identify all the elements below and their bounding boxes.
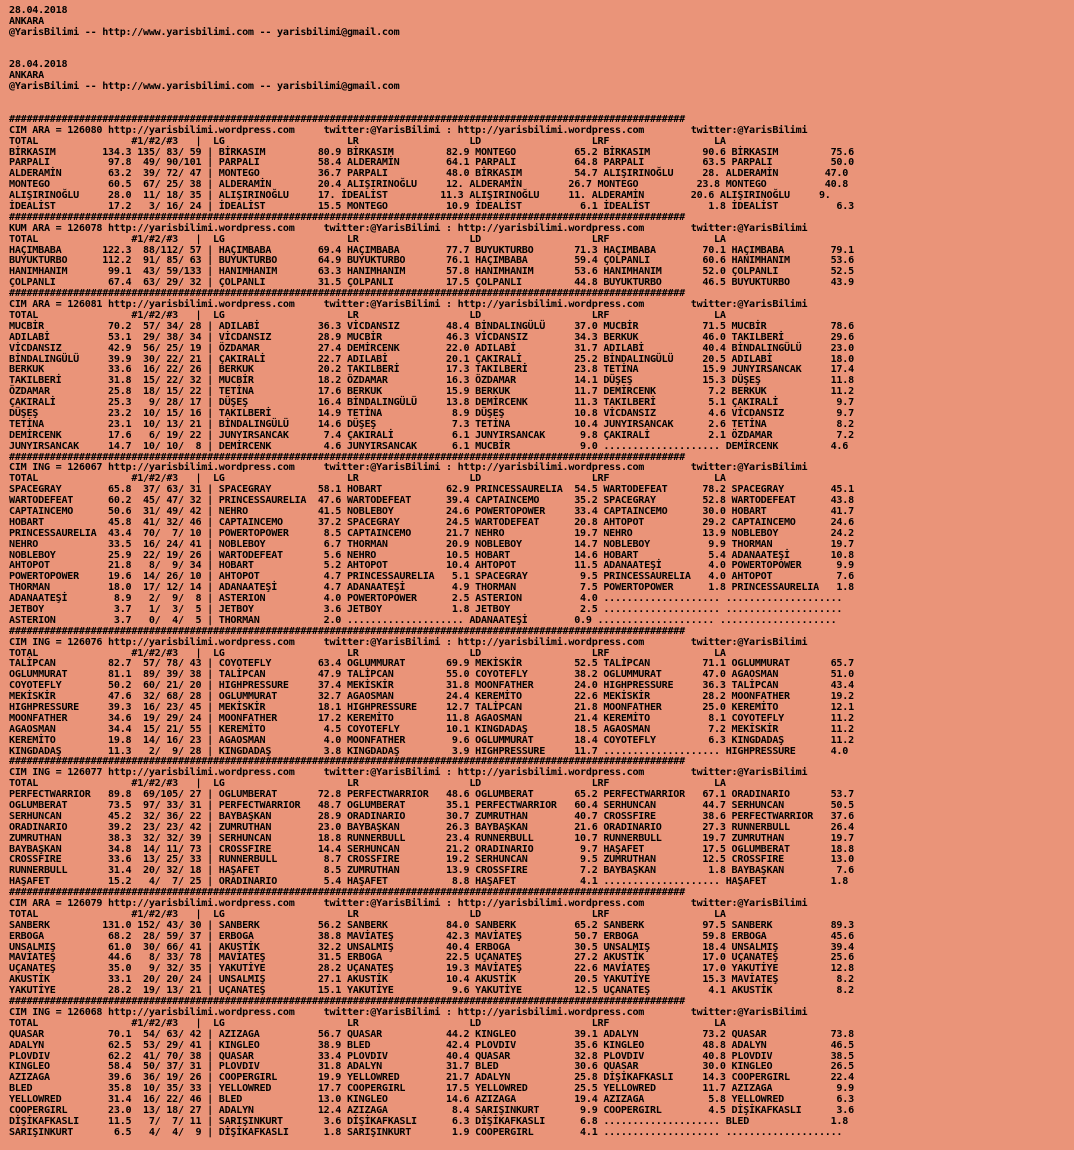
separator-line: #################################################################################################################### <box>9 451 685 463</box>
table-row: RUNNERBULL 31.4 20/ 32/ 18 | HAŞAFET 8.5 ZUMRUTHAN 13.9 CROSSFIRE 7.2 BAYBAŞKAN 1.8 BAYBAŞKAN 7.6 <box>9 865 854 877</box>
table-row: CROSSFIRE 33.6 13/ 25/ 33 | RUNNERBULL 8.7 CROSSFIRE 19.2 SERHUNCAN 9.5 ZUMRUTHAN 12.5 CROSSFIRE 13.0 <box>9 854 854 866</box>
separator-line: #################################################################################################################### <box>9 288 685 300</box>
table-row: KEREMİTO 19.8 14/ 16/ 23 | AGAOSMAN 4.0 MOONFATHER 9.6 OGLUMMURAT 18.4 COYOTEFLY 6.3 KINGDADAŞ 11.2 <box>9 734 854 746</box>
table-row: HIGHPRESSURE 39.3 16/ 23/ 45 | MEKİSKİR 18.1 HIGHPRESSURE 12.7 TALİPCAN 21.8 MOONFATHER 25.0 KEREMİTO 12.1 <box>9 702 854 713</box>
table-row: DEMİRCENK 17.6 6/ 19/ 22 | JUNYIRSANCAK 7.4 ÇAKIRALİ 6.1 JUNYIRSANCAK 9.8 ÇAKIRALİ 2.1 ÖZDAMAR 7.2 <box>9 429 854 441</box>
column-header: TOTAL #1/#2/#3 | LG LR LD LRF LA <box>9 233 726 245</box>
table-row: WARTODEFEAT 60.2 45/ 47/ 32 | PRINCESSAURELIA 47.6 WARTODEFEAT 39.4 CAPTAINCEMO 35.2 SPACEGRAY 52.8 WARTODEFEAT 43.8 <box>9 495 854 507</box>
table-row: SERHUNCAN 45.2 32/ 36/ 22 | BAYBAŞKAN 28.9 ORADINARIO 30.7 ZUMRUTHAN 40.7 CROSSFIRE 38.6 PERFECTWARRIOR 37.6 <box>9 810 854 822</box>
table-row: OGLUMBERAT 73.5 97/ 33/ 31 | PERFECTWARRIOR 48.7 OGLUMBERAT 35.1 PERFECTWARRIOR 60.4 SERHUNCAN 44.7 SERHUNCAN 50.5 <box>9 800 854 812</box>
race-header: CIM ING = 126077 http://yarisbilimi.wordpress.com twitter:@YarisBilimi : http://yarisbilimi.wordpress.com twitter:@YarisBilimi <box>9 767 808 779</box>
table-row: SANBERK 131.0 152/ 43/ 30 | SANBERK 56.2 SANBERK 84.0 SANBERK 65.2 SANBERK 97.5 SANBERK 89.3 <box>9 919 854 931</box>
table-row: BİNDALINGÜLÜ 39.9 30/ 22/ 21 | ÇAKIRALİ 22.7 ADILABİ 20.1 ÇAKIRALİ 25.2 BİNDALINGÜLÜ 20.5 ADILABİ 18.0 <box>9 353 854 365</box>
table-row: BERKUK 33.6 16/ 22/ 26 | BERKUK 20.2 TAKILBERİ 17.3 TAKILBERİ 23.8 TETİNA 15.9 JUNYIRSANCAK 17.4 <box>9 364 854 376</box>
table-row: THORMAN 18.0 17/ 12/ 14 | ADANAATEŞİ 4.7 ADANAATEŞİ 4.9 THORMAN 7.5 POWERTOPOWER 1.8 PRINCESSAURELIA 1.8 <box>9 582 854 594</box>
table-row: HAÇIMBABA 122.3 88/112/ 57 | HAÇIMBABA 69.4 HAÇIMBABA 77.7 BUYUKTURBO 71.3 HAÇIMBABA 70.1 HAÇIMBABA 79.1 <box>9 244 854 256</box>
table-row: ADALYN 62.5 53/ 29/ 41 | KINGLEO 38.9 BLED 42.4 PLOVDIV 35.6 KINGLEO 48.8 ADALYN 46.5 <box>9 1039 854 1051</box>
table-row: OGLUMMURAT 81.1 89/ 39/ 38 | TALİPCAN 47.9 TALİPCAN 55.0 COYOTEFLY 38.2 OGLUMMURAT 47.0 AGAOSMAN 51.0 <box>9 669 854 681</box>
table-row: BLED 35.8 10/ 35/ 33 | YELLOWRED 17.7 COOPERGIRL 17.5 YELLOWRED 25.5 YELLOWRED 11.7 AZIZAGA 9.9 <box>9 1083 854 1095</box>
column-header: TOTAL #1/#2/#3 | LG LR LD LRF LA <box>9 778 726 790</box>
table-row: TAKILBERİ 31.8 15/ 22/ 32 | MUCBİR 18.2 ÖZDAMAR 16.3 ÖZDAMAR 14.1 DÜŞEŞ 15.3 DÜŞEŞ 11.8 <box>9 375 854 387</box>
table-row: YELLOWRED 31.4 16/ 22/ 46 | BLED 13.0 KINGLEO 14.6 AZIZAGA 19.4 AZIZAGA 5.8 YELLOWRED 6.3 <box>9 1094 854 1106</box>
separator-line: #################################################################################################################### <box>9 625 685 637</box>
table-row: ALDERAMİN 63.2 39/ 72/ 47 | MONTEGO 36.7 PARPALI 48.0 BİRKASIM 54.7 ALIŞIRINOĞLU 28. ALDERAMİN 47.0 <box>9 168 849 180</box>
blank-line <box>9 39 1074 50</box>
table-row: ERBOGA 68.2 28/ 59/ 37 | ERBOGA 38.8 MAVİATEŞ 42.3 MAVİATEŞ 50.7 ERBOGA 59.8 ERBOGA 45.6 <box>9 930 854 942</box>
race-header: CIM ING = 126067 http://yarisbilimi.wordpress.com twitter:@YarisBilimi : http://yarisbilimi.wordpress.com twitter:@YarisBilimi <box>9 462 808 474</box>
table-row: CAPTAINCEMO 50.6 31/ 49/ 42 | NEHRO 41.5 NOBLEBOY 24.6 POWERTOPOWER 33.4 CAPTAINCEMO 30.0 HOBART 41.7 <box>9 505 854 517</box>
table-row: PERFECTWARRIOR 89.8 69/105/ 27 | OGLUMBERAT 72.8 PERFECTWARRIOR 48.6 OGLUMBERAT 65.2 PERFECTWARRIOR 67.1 ORADINARIO 53.7 <box>9 789 854 801</box>
race-header: CIM ING = 126068 http://yarisbilimi.wordpress.com twitter:@YarisBilimi : http://yarisbilimi.wordpress.com twitter:@YarisBilimi <box>9 1006 808 1018</box>
table-row: TALİPCAN 82.7 57/ 78/ 43 | COYOTEFLY 63.4 OGLUMMURAT 69.9 MEKİSKİR 52.5 TALİPCAN 71.1 OGLUMMURAT 65.7 <box>9 658 854 670</box>
race-tables <box>9 115 1074 1139</box>
race-header: CIM ARA = 126079 http://yarisbilimi.wordpress.com twitter:@YarisBilimi : http://yarisbilimi.wordpress.com twitter:@YarisBilimi <box>9 898 808 910</box>
table-row: BAYBAŞKAN 34.8 14/ 11/ 73 | CROSSFIRE 14.4 SERHUNCAN 21.2 ORADINARIO 9.7 HAŞAFET 17.5 OGLUMBERAT 18.8 <box>9 843 854 855</box>
table-row: AHTOPOT 21.8 8/ 9/ 34 | HOBART 5.2 AHTOPOT 10.4 AHTOPOT 11.5 ADANAATEŞİ 4.0 POWERTOPOWER 9.9 <box>9 560 854 572</box>
table-row: QUASAR 70.1 54/ 63/ 42 | AZIZAGA 56.7 QUASAR 44.2 KINGLEO 39.1 ADALYN 73.2 QUASAR 73.8 <box>9 1028 854 1040</box>
table-row: ADILABİ 53.1 29/ 38/ 34 | VİCDANSIZ 28.9 MUCBİR 46.3 VİCDANSIZ 34.3 BERKUK 46.0 TAKILBERİ 29.6 <box>9 331 854 343</box>
blank-line <box>9 50 1074 61</box>
table-row: PARPALI 97.8 49/ 90/101 | PARPALI 58.4 ALDERAMİN 64.1 PARPALI 64.8 PARPALI 63.5 PARPALI 50.0 <box>9 157 854 169</box>
table-row: HANIMHANIM 99.1 43/ 59/133 | HANIMHANIM 63.3 HANIMHANIM 57.8 HANIMHANIM 53.6 HANIMHANIM 52.0 ÇOLPANLI 52.5 <box>9 266 854 278</box>
table-row: SARIŞINKURT 6.5 4/ 4/ 9 | DİŞİKAFKASLI 1.8 SARIŞINKURT 1.9 COOPERGIRL 4.1 .................... .................... <box>9 1126 843 1138</box>
separator-line: #################################################################################################################### <box>9 887 685 899</box>
race-header: CIM ARA = 126080 http://yarisbilimi.wordpress.com twitter:@YarisBilimi : http://yarisbilimi.wordpress.com twitter:@YarisBilimi <box>9 124 808 136</box>
header-date: 28.04.2018 <box>9 59 68 71</box>
separator-line: #################################################################################################################### <box>9 211 685 223</box>
table-row: MOONFATHER 34.6 19/ 29/ 24 | MOONFATHER 17.2 KEREMİTO 11.8 AGAOSMAN 21.4 KEREMİTO 8.1 COYOTEFLY 11.2 <box>9 712 854 724</box>
table-row: NOBLEBOY 25.9 22/ 19/ 26 | WARTODEFEAT 5.6 NEHRO 10.5 HOBART 14.6 HOBART 5.4 ADANAATEŞİ 10.8 <box>9 549 854 561</box>
blank-line <box>9 93 1074 104</box>
table-row: MAVİATEŞ 44.6 8/ 33/ 78 | MAVİATEŞ 31.5 ERBOGA 22.5 UÇANATEŞ 27.2 AKUSTİK 17.0 UÇANATEŞ 25.6 <box>9 952 854 964</box>
table-row: MUCBİR 70.2 57/ 34/ 28 | ADILABİ 36.3 VİCDANSIZ 48.4 BİNDALINGÜLÜ 37.0 MUCBİR 71.5 MUCBİR 78.6 <box>9 320 854 332</box>
column-header: TOTAL #1/#2/#3 | LG LR LD LRF LA <box>9 908 726 920</box>
table-row: JUNYIRSANCAK 14.7 10/ 10/ 8 | DEMİRCENK 4.6 JUNYIRSANCAK 6.1 MUCBİR 9.0 .................... DEMİRCENK 4.6 <box>9 440 849 452</box>
table-row: JETBOY 3.7 1/ 3/ 5 | JETBOY 3.6 JETBOY 1.8 JETBOY 2.5 .................... .................... <box>9 603 843 615</box>
table-row: KINGDADAŞ 11.3 2/ 9/ 28 | KINGDADAŞ 3.8 KINGDADAŞ 3.9 HIGHPRESSURE 11.7 .................... HIGHPRESSURE 4.0 <box>9 745 849 757</box>
table-row: HAŞAFET 15.2 4/ 7/ 25 | ORADINARIO 5.4 HAŞAFET 8.8 HAŞAFET 4.1 .................... HAŞAFET 1.8 <box>9 876 849 888</box>
column-header: TOTAL #1/#2/#3 | LG LR LD LRF LA <box>9 473 726 485</box>
table-row: POWERTOPOWER 19.6 14/ 26/ 10 | AHTOPOT 4.7 PRINCESSAURELIA 5.1 SPACEGRAY 9.5 PRINCESSAURELIA 4.0 AHTOPOT 7.6 <box>9 571 854 583</box>
column-header: TOTAL #1/#2/#3 | LG LR LD LRF LA <box>9 647 726 659</box>
table-row: COYOTEFLY 50.2 60/ 21/ 20 | HIGHPRESSURE 37.4 MEKİSKİR 31.8 MOONFATHER 24.0 HIGHPRESSURE 36.3 TALİPCAN 43.4 <box>9 680 854 692</box>
race-header: KUM ARA = 126078 http://yarisbilimi.wordpress.com twitter:@YarisBilimi : http://yarisbilimi.wordpress.com twitter:@YarisBilimi <box>9 222 808 234</box>
column-header: TOTAL #1/#2/#3 | LG LR LD LRF LA <box>9 1017 726 1029</box>
table-row: UÇANATEŞ 35.0 9/ 32/ 35 | YAKUTİYE 28.2 UÇANATEŞ 19.3 MAVİATEŞ 22.6 MAVİATEŞ 17.0 YAKUTİYE 12.8 <box>9 963 854 975</box>
race-header: CIM ARA = 126081 http://yarisbilimi.wordpress.com twitter:@YarisBilimi : http://yarisbilimi.wordpress.com twitter:@YarisBilimi <box>9 299 808 311</box>
table-row: MONTEGO 60.5 67/ 25/ 38 | ALDERAMİN 20.4 ALIŞIRINOĞLU 12. ALDERAMİN 26.7 MONTEGO 23.8 MONTEGO 40.8 <box>9 179 849 191</box>
table-row: YAKUTİYE 28.2 19/ 13/ 21 | UÇANATEŞ 15.1 YAKUTİYE 9.6 YAKUTİYE 12.5 UÇANATEŞ 4.1 AKUSTİK 8.2 <box>9 985 854 997</box>
table-row: ÇAKIRALİ 25.3 9/ 28/ 17 | DÜŞEŞ 16.4 BİNDALINGÜLÜ 13.8 DEMİRCENK 11.3 TAKILBERİ 5.1 ÇAKIRALİ 9.7 <box>9 397 854 409</box>
separator-line: #################################################################################################################### <box>9 113 685 125</box>
header-contact: @YarisBilimi -- http://www.yarisbilimi.com -- yarisbilimi@gmail.com <box>9 81 400 93</box>
table-row: ASTERION 3.7 0/ 4/ 5 | THORMAN 2.0 .................... ADANAATEŞİ 0.9 .................... .................... <box>9 614 837 626</box>
table-row: NEHRO 33.5 16/ 24/ 41 | NOBLEBOY 6.7 THORMAN 20.9 NOBLEBOY 14.7 NOBLEBOY 9.9 THORMAN 19.7 <box>9 538 854 550</box>
table-row: HOBART 45.8 41/ 32/ 46 | CAPTAINCEMO 37.2 SPACEGRAY 24.5 WARTODEFEAT 20.8 AHTOPOT 29.2 CAPTAINCEMO 24.6 <box>9 516 854 528</box>
race-header: CIM ING = 126076 http://yarisbilimi.wordpress.com twitter:@YarisBilimi : http://yarisbilimi.wordpress.com twitter:@YarisBilimi <box>9 636 808 648</box>
table-row: KINGLEO 58.4 50/ 37/ 31 | PLOVDIV 31.8 ADALYN 31.7 BLED 30.6 QUASAR 30.0 KINGLEO 26.5 <box>9 1061 854 1073</box>
header-city: ANKARA <box>9 70 44 82</box>
header-contact: @YarisBilimi -- http://www.yarisbilimi.com -- yarisbilimi@gmail.com <box>9 26 400 38</box>
table-row: AGAOSMAN 34.4 15/ 21/ 55 | KEREMİTO 4.5 COYOTEFLY 10.1 KINGDADAŞ 18.5 AGAOSMAN 7.2 MEKİSKİR 11.2 <box>9 723 854 735</box>
table-row: İDEALİST 17.2 3/ 16/ 24 | İDEALİST 15.5 MONTEGO 10.9 İDEALİST 6.1 İDEALİST 1.8 İDEALİST 6.3 <box>9 201 854 213</box>
separator-line: #################################################################################################################### <box>9 996 685 1008</box>
table-row: ÇOLPANLI 67.4 63/ 29/ 32 | ÇOLPANLI 31.5 ÇOLPANLI 17.5 ÇOLPANLI 44.8 BUYUKTURBO 46.5 BUYUKTURBO 43.9 <box>9 277 854 289</box>
table-row: AZIZAGA 39.6 36/ 19/ 26 | COOPERGIRL 19.9 YELLOWRED 21.7 ADALYN 25.8 DİŞİKAFKASLI 14.3 COOPERGIRL 22.4 <box>9 1072 854 1084</box>
header-date: 28.04.2018 <box>9 5 68 16</box>
table-row: PLOVDIV 62.2 41/ 70/ 38 | QUASAR 33.4 PLOVDIV 40.4 QUASAR 32.8 PLOVDIV 40.8 PLOVDIV 38.5 <box>9 1050 854 1062</box>
table-row: UNSALMIŞ 61.0 30/ 66/ 41 | AKUSTİK 32.2 UNSALMIŞ 40.4 ERBOGA 30.5 UNSALMIŞ 18.4 UNSALMIŞ 39.4 <box>9 941 854 953</box>
table-row: ALIŞIRINOĞLU 28.0 11/ 18/ 35 | ALIŞIRINOĞLU 17. İDEALİST 11.3 ALIŞIRINOĞLU 11. ALDERAMİN 20.6 ALIŞIRINOĞLU 9. <box>9 190 831 202</box>
table-row: TETİNA 23.1 10/ 13/ 21 | BİNDALINGÜLÜ 14.6 DÜŞEŞ 7.3 TETİNA 10.4 JUNYIRSANCAK 2.6 TETİNA 8.2 <box>9 418 854 430</box>
table-row: ORADINARIO 39.2 23/ 23/ 42 | ZUMRUTHAN 23.0 BAYBAŞKAN 26.3 BAYBAŞKAN 21.6 ORADINARIO 27.3 RUNNERBULL 26.4 <box>9 821 854 833</box>
table-row: BUYUKTURBO 112.2 91/ 85/ 63 | BUYUKTURBO 64.9 BUYUKTURBO 76.1 HAÇIMBABA 59.4 ÇOLPANLI 60.6 HANIMHANIM 53.6 <box>9 255 854 267</box>
table-row: VİCDANSIZ 42.9 56/ 25/ 19 | ÖZDAMAR 27.4 DEMİRCENK 22.0 ADILABİ 31.7 ADILABİ 40.4 BİNDALINGÜLÜ 23.0 <box>9 342 854 354</box>
table-row: MEKİSKİR 47.6 32/ 68/ 28 | OGLUMMURAT 32.7 AGAOSMAN 24.4 KEREMİTO 22.6 MEKİSKİR 28.2 MOONFATHER 19.2 <box>9 691 854 703</box>
column-header: TOTAL #1/#2/#3 | LG LR LD LRF LA <box>9 309 726 321</box>
table-row: AKUSTİK 33.1 20/ 20/ 24 | UNSALMIŞ 27.1 AKUSTİK 10.4 AKUSTİK 20.5 YAKUTİYE 15.3 MAVİATEŞ 8.2 <box>9 974 854 986</box>
table-row: ÖZDAMAR 25.8 18/ 15/ 22 | TETİNA 17.6 BERKUK 15.9 BERKUK 11.7 DEMİRCENK 7.2 BERKUK 11.2 <box>9 386 854 398</box>
header-city: ANKARA <box>9 15 44 27</box>
table-row: DÜŞEŞ 23.2 10/ 15/ 16 | TAKILBERİ 14.9 TETİNA 8.9 DÜŞEŞ 10.8 VİCDANSIZ 4.6 VİCDANSIZ 9.7 <box>9 407 854 419</box>
table-row: PRINCESSAURELIA 43.4 70/ 7/ 10 | POWERTOPOWER 8.5 CAPTAINCEMO 21.7 NEHRO 19.7 NEHRO 13.9 NOBLEBOY 24.2 <box>9 527 854 539</box>
table-row: SPACEGRAY 65.8 37/ 63/ 31 | SPACEGRAY 58.1 HOBART 62.9 PRINCESSAURELIA 54.5 WARTODEFEAT 78.2 SPACEGRAY 45.1 <box>9 484 854 496</box>
column-header: TOTAL #1/#2/#3 | LG LR LD LRF LA <box>9 135 726 147</box>
table-row: ZUMRUTHAN 38.3 32/ 32/ 39 | SERHUNCAN 18.8 RUNNERBULL 23.4 RUNNERBULL 10.7 RUNNERBULL 19.7 ZUMRUTHAN 19.7 <box>9 832 854 844</box>
table-row: DİŞİKAFKASLI 11.5 7/ 7/ 11 | SARIŞINKURT 3.6 DİŞİKAFKASLI 6.3 DİŞİKAFKASLI 6.8 .................... BLED 1.8 <box>9 1115 849 1127</box>
table-row: COOPERGIRL 23.0 13/ 18/ 27 | ADALYN 12.4 AZIZAGA 8.4 SARIŞINKURT 9.9 COOPERGIRL 4.5 DİŞİKAFKASLI 3.6 <box>9 1104 854 1116</box>
separator-line: #################################################################################################################### <box>9 756 685 768</box>
table-row: BİRKASIM 134.3 135/ 83/ 59 | BİRKASIM 80.9 BİRKASIM 82.9 MONTEGO 65.2 BİRKASIM 90.6 BİRKASIM 75.6 <box>9 146 854 158</box>
table-row: ADANAATEŞİ 8.9 2/ 9/ 8 | ASTERION 4.0 POWERTOPOWER 2.5 ASTERION 4.0 .................... .................... <box>9 593 843 605</box>
